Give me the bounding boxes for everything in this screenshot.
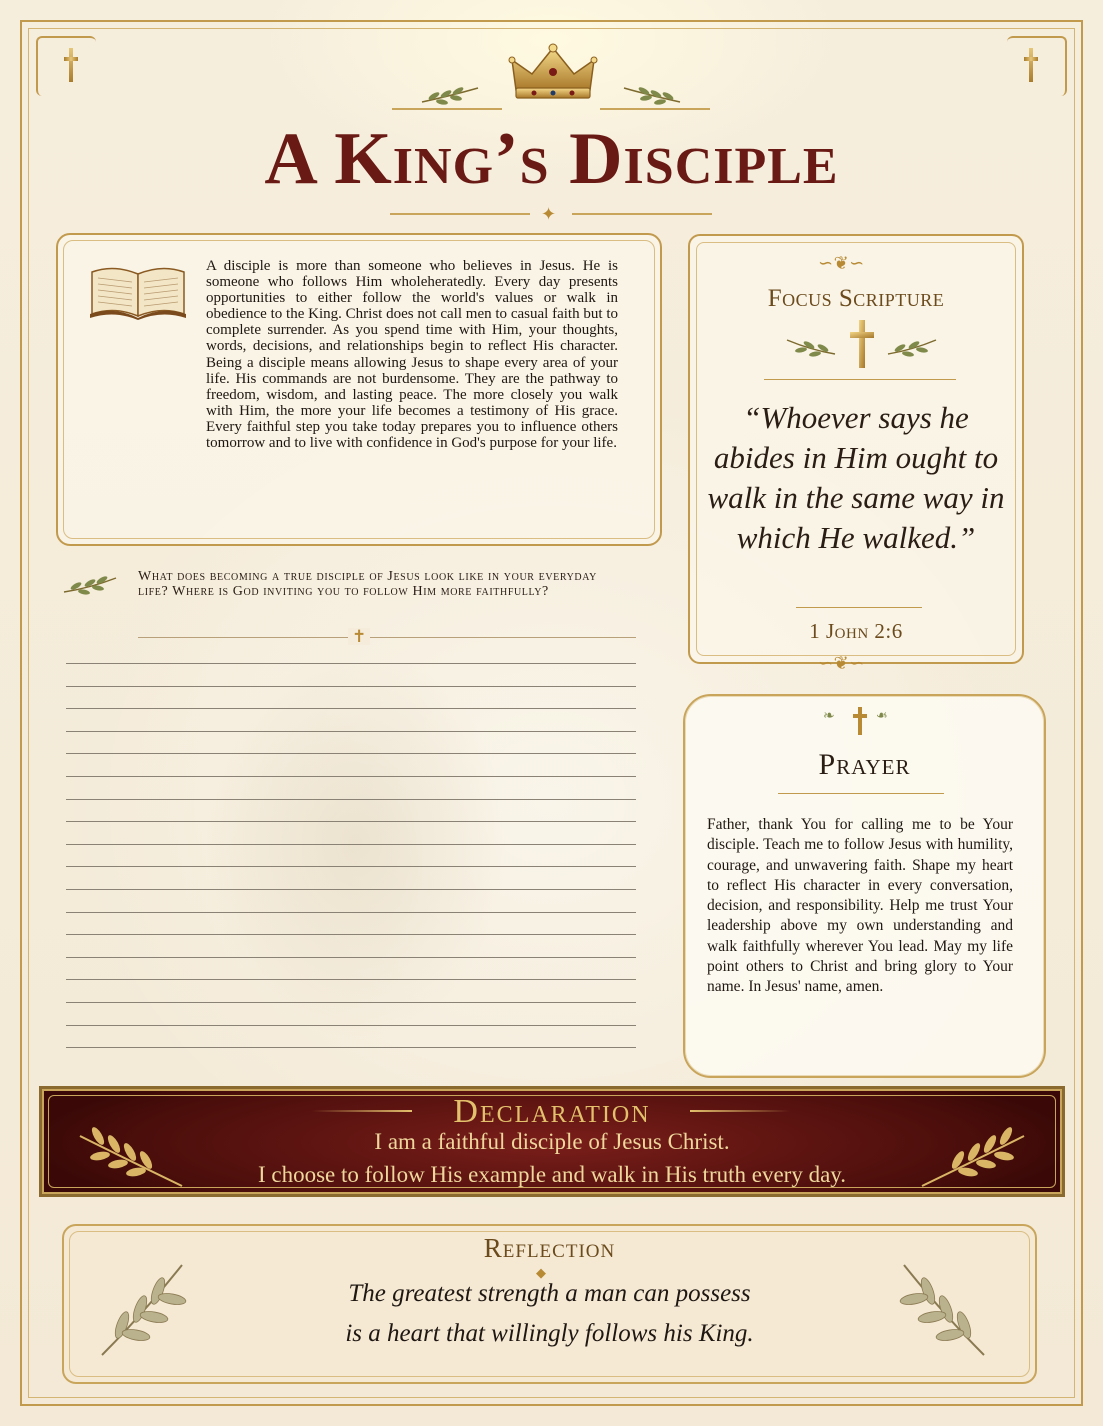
scroll-ornament-icon: ∽ ❦ ∽ bbox=[818, 653, 863, 673]
diamond-ornament-icon: ✦ bbox=[541, 204, 557, 224]
writing-line[interactable] bbox=[66, 957, 636, 958]
writing-line[interactable] bbox=[66, 912, 636, 913]
cross-icon bbox=[1024, 48, 1038, 82]
cross-icon bbox=[852, 706, 868, 736]
cross-icon bbox=[847, 318, 877, 370]
cross-icon bbox=[64, 48, 78, 82]
prayer-paragraph: Father, thank You for calling me to be Your disciple. Teach me to follow Jesus with humility, courage, and unwavering faith. Shape my heart to reflect His character in every conversation, decision, and responsibility. Help me trust Your leadership above my own understanding and walk faithfully wherever You lead. May my life point others to Christ and bring glory to Your name. In Jesus' name, amen. bbox=[707, 816, 1013, 996]
scripture-ref-divider bbox=[796, 607, 922, 608]
olive-branch-icon bbox=[92, 1255, 202, 1365]
crown-icon bbox=[508, 42, 598, 102]
laurel-icon bbox=[785, 336, 837, 358]
cross-icon: ✝ bbox=[348, 628, 370, 645]
title-flourish-left bbox=[392, 108, 502, 110]
reflection-line-1: The greatest strength a man can possess bbox=[348, 1280, 751, 1307]
writing-line[interactable] bbox=[66, 889, 636, 890]
title-flourish-right bbox=[600, 108, 710, 110]
scripture-reference: 1 John 2:6 bbox=[809, 619, 903, 643]
gold-laurel-icon bbox=[914, 1116, 1034, 1190]
laurel-icon bbox=[886, 336, 938, 358]
writing-line[interactable] bbox=[66, 979, 636, 980]
open-bible-icon bbox=[88, 262, 188, 320]
writing-line[interactable] bbox=[66, 799, 636, 800]
writing-line[interactable] bbox=[66, 1025, 636, 1026]
olive-branch-icon bbox=[884, 1255, 994, 1365]
writing-line[interactable] bbox=[66, 731, 636, 732]
writing-lines[interactable] bbox=[66, 663, 636, 1073]
writing-line[interactable] bbox=[66, 708, 636, 709]
writing-line[interactable] bbox=[66, 821, 636, 822]
writing-line[interactable] bbox=[66, 1047, 636, 1048]
laurel-icon bbox=[420, 82, 480, 106]
journal-question: What does becoming a true disciple of Jesus look like in your everyday life? Where is God inviting you to follow Him more faithfully? bbox=[138, 569, 597, 599]
scroll-ornament-icon: ∽ ❦ ∽ bbox=[818, 253, 863, 273]
intro-paragraph: A disciple is more than someone who believes in Jesus. He is someone who follows Him wholeheratedly. Every day presents opportunities to either follow the world's values or walk in obedience to the King. Christ does not call men to casual faith but to complete surrender. As you spend time with Him, your thoughts, words, decisions, and relationships begin to reflect His character. Being a disciple means allowing Jesus to shape every area of your life. His commands are not burdensome. They are the pathway to freedom, wisdom, and lasting peace. The more closely you walk with Him, the more your life becomes a testimony of His grace. Every faithful step you take today prepares you to influence others tomorrow and to live with confidence in God's purpose for your life. bbox=[206, 258, 618, 452]
laurel-icon: ❧ bbox=[823, 709, 835, 724]
laurel-icon bbox=[622, 82, 682, 106]
title-underline-left bbox=[390, 213, 530, 215]
writing-line[interactable] bbox=[66, 934, 636, 935]
declaration-line-1: I am a faithful disciple of Jesus Christ. bbox=[374, 1129, 730, 1154]
reflection-heading: Reflection bbox=[483, 1233, 616, 1263]
gold-laurel-icon bbox=[70, 1116, 190, 1190]
writing-line[interactable] bbox=[66, 663, 636, 664]
diamond-ornament-icon: ◆ bbox=[536, 1265, 546, 1280]
laurel-icon: ❧ bbox=[876, 709, 888, 724]
laurel-icon bbox=[62, 574, 118, 596]
reflection-line-2: is a heart that willingly follows his King. bbox=[345, 1320, 754, 1347]
scripture-quote: “Whoever says he abides in Him ought to walk in the same way in which He walked.” bbox=[707, 400, 1005, 555]
writing-line[interactable] bbox=[66, 686, 636, 687]
page-title: A King’s Disciple bbox=[264, 118, 839, 200]
scripture-divider bbox=[764, 379, 956, 380]
writing-line[interactable] bbox=[66, 1002, 636, 1003]
prayer-heading: Prayer bbox=[818, 748, 911, 781]
title-underline-right bbox=[572, 213, 712, 215]
question-divider bbox=[138, 637, 636, 638]
writing-line[interactable] bbox=[66, 844, 636, 845]
prayer-divider bbox=[778, 793, 944, 794]
declaration-line-2: I choose to follow His example and walk in His truth every day. bbox=[257, 1162, 847, 1187]
declaration-heading: Declaration bbox=[453, 1093, 651, 1130]
writing-line[interactable] bbox=[66, 753, 636, 754]
writing-line[interactable] bbox=[66, 866, 636, 867]
writing-line[interactable] bbox=[66, 776, 636, 777]
scripture-heading: Focus Scripture bbox=[767, 285, 945, 312]
